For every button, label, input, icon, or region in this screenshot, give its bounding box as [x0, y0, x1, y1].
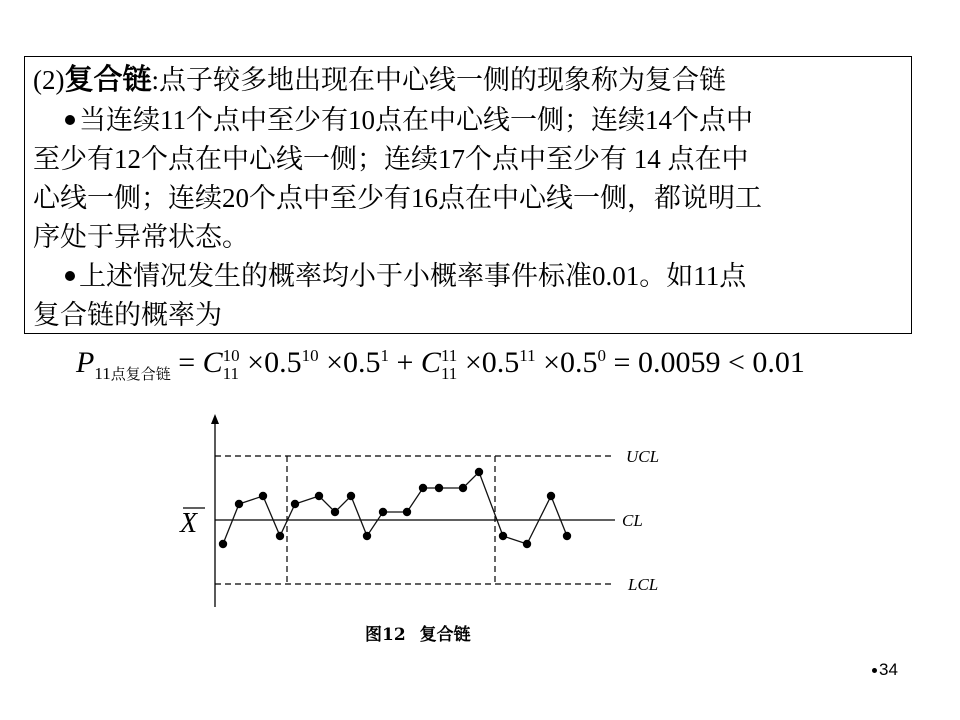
data-point	[347, 492, 355, 500]
heading-prefix: (2)	[33, 65, 65, 95]
probability-formula: $P_{11点复合链} = C$ 10 11 $\times 0.5^{10} \times 0.5^1 + C$ 11 11 $\times 0.5^{11} \times 0.5^0 = 0.0059 < 0.01$	[76, 346, 805, 384]
data-point	[547, 492, 555, 500]
data-point	[523, 540, 531, 548]
figure-caption: 图12 复合链	[365, 625, 471, 645]
data-point	[499, 532, 507, 540]
page-number: 34	[872, 660, 898, 680]
data-point	[315, 492, 323, 500]
series-line	[223, 472, 567, 544]
data-series	[219, 468, 571, 548]
heading-term: 复合链	[64, 64, 152, 96]
data-point	[475, 468, 483, 476]
bullet2-line-2: 复合链的概率为	[33, 300, 222, 330]
bullet1-line-2: 至少有12个点在中心线一侧；连续17个点中至少有 14 点在中	[33, 144, 749, 174]
data-point	[276, 532, 284, 540]
heading-rest: :点子较多地出现在中心线一侧的现象称为复合链	[151, 65, 727, 95]
bullet-icon	[872, 668, 877, 673]
data-point	[419, 484, 427, 492]
axis-arrow-icon	[211, 414, 219, 424]
bullet1-line-1: 当连续11个点中至少有10点在中心线一侧；连续14个点中	[25, 101, 753, 139]
y-axis-label: X	[180, 508, 198, 539]
cl-label: CL	[622, 511, 643, 530]
data-point	[291, 500, 299, 508]
bullet2-line-1: 上述情况发生的概率均小于小概率事件标准0.01。如11点	[25, 257, 746, 295]
data-point	[403, 508, 411, 516]
data-point	[331, 508, 339, 516]
data-point	[379, 508, 387, 516]
ucl-label: UCL	[626, 447, 660, 466]
bullet1-line-3: 心线一侧；连续20个点中至少有16点在中心线一侧，都说明工	[33, 183, 762, 213]
data-point	[363, 532, 371, 540]
data-point	[219, 540, 227, 548]
lcl-label: LCL	[628, 575, 659, 594]
data-point	[459, 484, 467, 492]
data-point	[563, 532, 571, 540]
data-point	[235, 500, 243, 508]
data-point	[259, 492, 267, 500]
data-point	[435, 484, 443, 492]
bullet1-line-4: 序处于异常状态。	[33, 222, 249, 252]
